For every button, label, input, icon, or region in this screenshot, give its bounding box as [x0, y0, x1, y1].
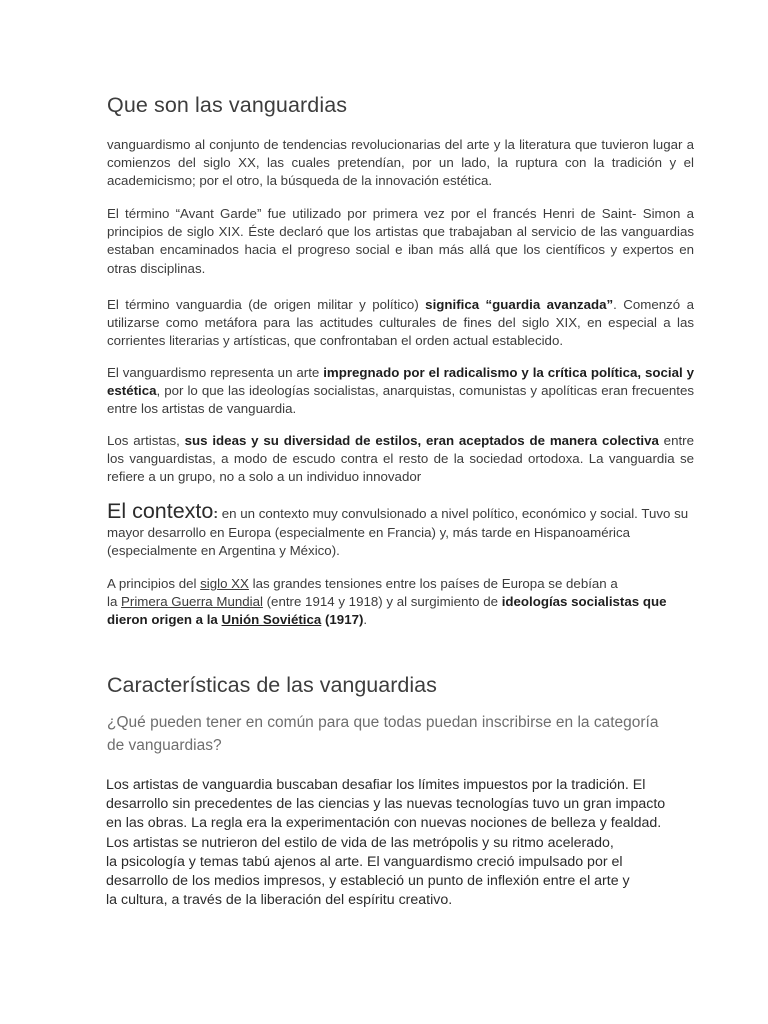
text-line: desarrollo de los medios impresos, y estableció un punto de inflexión entre el arte y	[106, 873, 630, 890]
paragraph-tensions	[107, 575, 694, 630]
link-primera-guerra-mundial[interactable]: Primera Guerra Mundial	[121, 594, 263, 610]
context-colon: :	[213, 505, 219, 521]
text-run: en un contexto muy convulsionado a nivel político, económico y social. Tuvo su mayor desarrollo en Europa (especialmente en Francia) y, más tarde en Hispanoamérica (especialmente en Argentina y México).	[107, 506, 689, 559]
text-line: la cultura, a través de la liberación del espíritu creativo.	[106, 892, 453, 909]
text-line: la psicología y temas tabú ajenos al arte. El vanguardismo creció impulsado por el	[106, 853, 623, 870]
link-siglo-xx[interactable]: siglo XX	[200, 576, 249, 591]
text-run: El término vanguardia (de origen militar y político)	[107, 297, 426, 312]
text-run: entre los vanguardistas, a modo de escudo contra el resto de la sociedad ortodoxa. La vanguardia se refiere a un grupo, no a solo a un individuo innovador	[107, 433, 694, 485]
bold-text: sus ideas y su diversidad de estilos, eran aceptados de manera colectiva	[184, 433, 659, 448]
text-run: . Comenzó a utilizarse como metáfora para las actitudes culturales de fines del siglo XIX, en especial a las corrientes literarias y artísticas, que confrontaban el orden actual establecido.	[107, 297, 694, 349]
bold-text: ideologías socialistas que dieron origen a la	[107, 594, 667, 628]
paragraph-term-origin	[107, 296, 694, 351]
paragraph-artists	[107, 432, 694, 487]
section-subtitle: ¿Qué pueden tener en común para que todas puedan inscribirse en la categoría de vanguardias?	[107, 714, 659, 754]
text-run: El vanguardismo representa un arte	[107, 365, 324, 380]
text-run: Los artistas,	[107, 433, 185, 448]
link-union-sovietica[interactable]: Unión Soviética	[221, 612, 322, 628]
paragraph-definition: vanguardismo al conjunto de tendencias revolucionarias del arte y la literatura que tuvieron lugar a comienzos del siglo XX, las cuales pretendían, por un lado, la ruptura con la tradición y el academicismo; por el otro, la búsqueda de la innovación estética.	[107, 137, 694, 189]
text-line: desarrollo sin precedentes de las ciencias y las nuevas tecnologías tuvo un gran impacto	[106, 796, 666, 813]
paragraph-context	[107, 498, 707, 560]
text-run: las grandes tensiones entre los países de Europa se debían a	[248, 576, 618, 591]
text-line: Los artistas se nutrieron del estilo de vida de las metrópolis y su ritmo acelerado,	[106, 834, 614, 851]
paragraph-avant-garde: El término “Avant Garde” fue utilizado por primera vez por el francés Henri de Saint- Simon a principios de siglo XIX. Éste declaró que los artistas que trabajaban al servicio de las vanguardias estaban encaminados hacia el progreso social e iban más allá que los científicos y expertos en otras disciplinas.	[107, 206, 694, 276]
text-line: en las obras. La regla era la experimentación con nuevas nociones de belleza y fealdad.	[106, 815, 662, 832]
text-run: , por lo que las ideologías socialistas, anarquistas, comunistas y apolíticas eran frecuentes entre los artistas de vanguardia.	[107, 383, 694, 417]
paragraph-radicalism	[107, 364, 694, 419]
context-title: El contexto	[107, 499, 214, 523]
bold-text: (1917)	[321, 612, 364, 628]
text-run: A principios del	[107, 576, 201, 591]
text-run: .	[363, 612, 368, 628]
text-run: (entre 1914 y 1918) y al surgimiento de	[262, 594, 502, 610]
paragraph-characteristics	[106, 776, 706, 910]
text-run: la	[107, 594, 122, 610]
line-wrap	[107, 593, 694, 629]
bold-text: impregnado por el radicalismo y la crítica política, social y estética	[107, 365, 694, 399]
text-line: Los artistas de vanguardia buscaban desafiar los límites impuestos por la tradición. El	[106, 777, 646, 793]
section-title-caracteristicas: Características de las vanguardias	[107, 673, 437, 697]
section-title-vanguardias: Que son las vanguardias	[107, 93, 348, 117]
bold-text: significa “guardia avanzada”	[425, 297, 614, 312]
